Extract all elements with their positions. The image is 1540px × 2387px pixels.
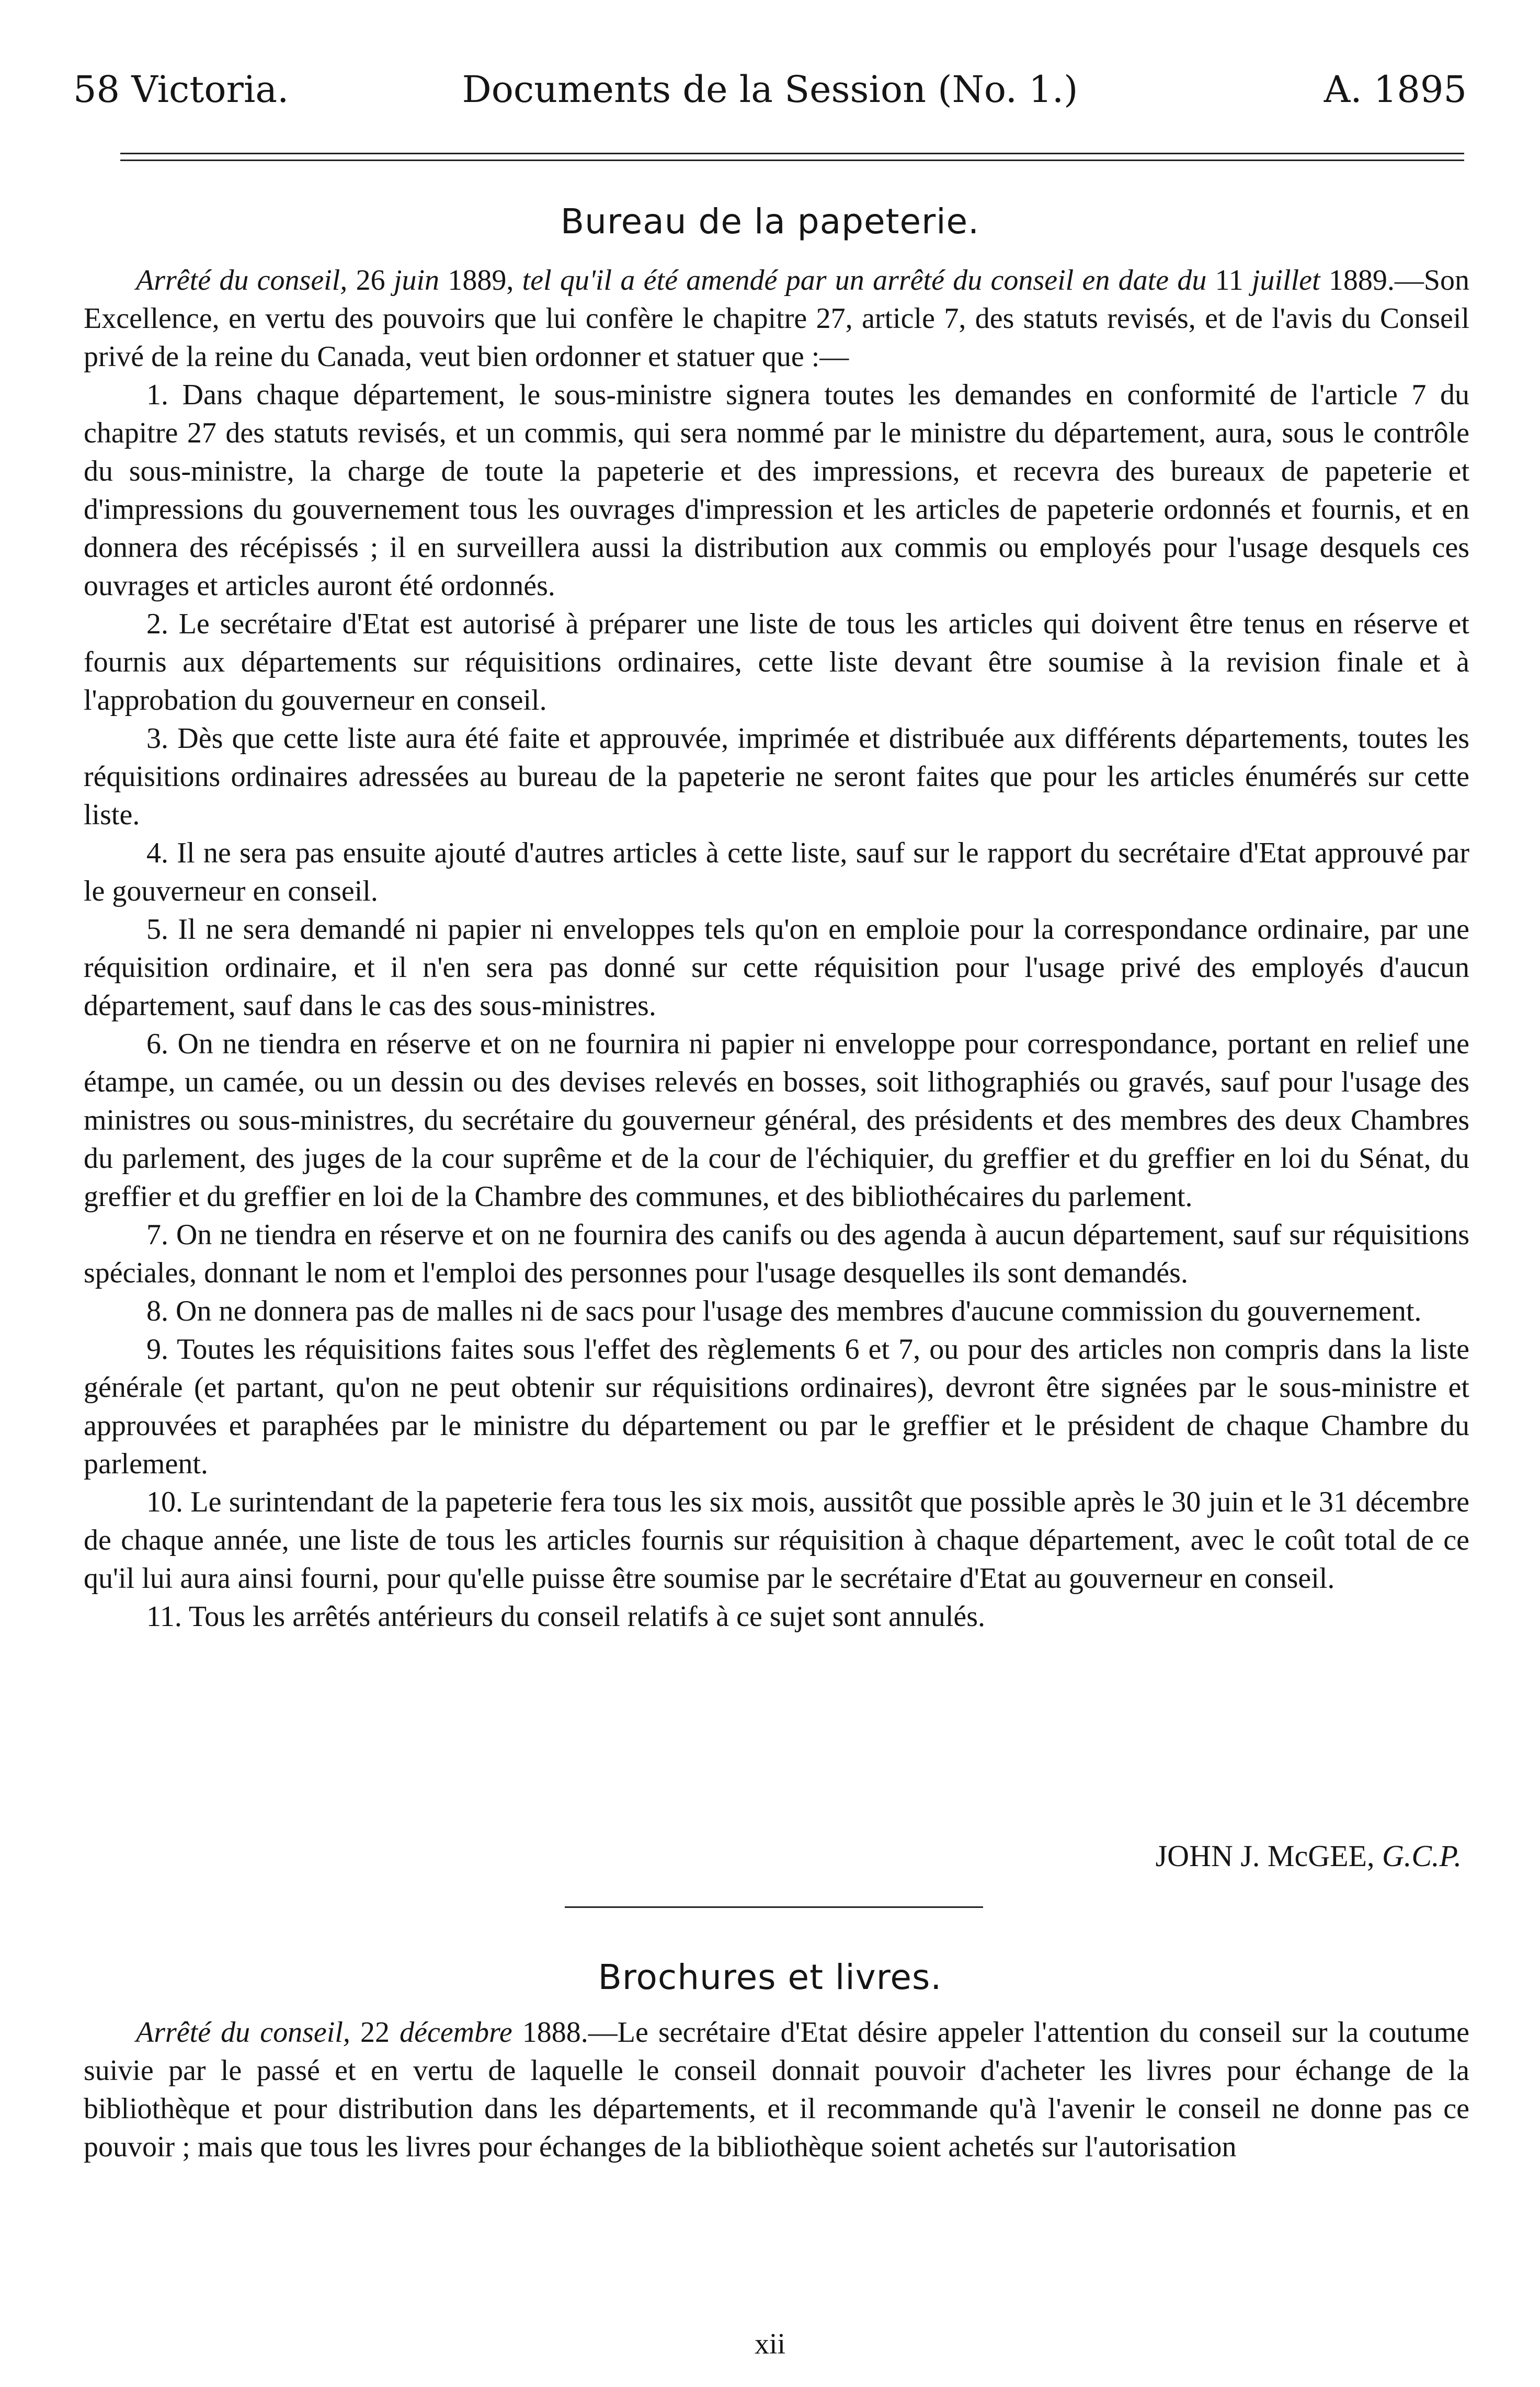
section-title-papeterie: Bureau de la papeterie. [560,201,980,242]
signature-name: JOHN J. McGEE, [1155,1839,1382,1873]
intro-amendment: tel qu'il a été amendé par un arrêté du conseil en date du [522,264,1207,297]
intro-italic-arrete: Arrêté du conseil, [136,2016,350,2049]
section-title-brochures: Brochures et livres. [598,1957,942,1997]
section-intro-paragraph [84,262,1469,376]
header-year: A. 1895 [1324,68,1467,111]
article-paragraph: 8. On ne donnera pas de malles ni de sacs pour l'usage des membres d'aucune commission du gouvernement. [146,1295,1422,1327]
intro-day: 26 [347,264,394,297]
intro-italic-arrete: Arrêté du conseil, [136,264,348,297]
page-header [73,68,1467,126]
intro-day-2: 11 [1206,264,1252,297]
section-divider-rule [565,1906,983,1908]
header-session-label: 58 Victoria. [73,68,289,111]
section-intro-paragraph [84,2014,1469,2166]
article-paragraph: 11. Tous les arrêtés antérieurs du conseil relatifs à ce sujet sont annulés. [146,1600,986,1633]
page-number: xii [754,2328,786,2360]
header-document-title: Documents de la Session (No. 1.) [462,68,1078,111]
article-paragraph: 3. Dès que cette liste aura été faite et approuvée, imprimée et distribuée aux différents départements, toutes les réquisitions ordinaires adressées au bureau de la papeterie ne seront faites que pour les articles énumérés sur cette liste. [84,722,1469,831]
intro-month-2: juillet [1251,264,1320,297]
section-body-brochures [84,2014,1469,2166]
article-paragraph: 4. Il ne sera pas ensuite ajouté d'autres articles à cette liste, sauf sur le rapport du secrétaire d'Etat approuvé par le gouverneur en conseil. [84,837,1469,907]
intro-text: 1889.—Son Excellence, en vertu des pouvoirs que lui confère le chapitre 27, article 7, des statuts revisés, et de l'avis du Conseil privé de la reine du Canada, veut bien ordonner et statuer que :— [84,264,1470,373]
article-paragraph: 6. On ne tiendra en réserve et on ne fournira ni papier ni enveloppe pour correspondance, portant en relief une étampe, un camée, ou un dessin ou des devises relevés en bosses, soit lithographiés ou gravés, sauf pour l'usage des ministres ou sous-ministres, du secrétaire du gouverneur général, des présidents et des membres des deux Chambres du parlement, des juges de la cour suprême et de la cour de l'échiquier, du greffier et du greffier en loi du Sénat, du greffier et du greffier en loi de la Chambre des communes, et des bibliothécaires du parlement. [84,1028,1469,1213]
article-paragraph: 9. Toutes les réquisitions faites sous l'effet des règlements 6 et 7, ou pour des articles non compris dans la liste générale (et partant, qu'on ne peut obtenir sur réquisitions ordinaires), devront être signées par le sous-ministre et approuvées et paraphées par le ministre du département ou par le greffier et le président de chaque Chambre du parlement. [84,1333,1469,1480]
signature-line [1156,1838,1462,1873]
header-double-rule [120,153,1464,161]
article-paragraph: 7. On ne tiendra en réserve et on ne fournira des canifs ou des agenda à aucun département, sauf sur réquisitions spéciales, donnant le nom et l'emploi des personnes pour l'usage desquelles ils sont demandés. [84,1219,1469,1289]
intro-month: juin [393,264,440,297]
article-paragraph: 10. Le surintendant de la papeterie fera tous les six mois, aussitôt que possible après le 30 juin et le 31 décembre de chaque année, une liste de tous les articles fournis sur réquisition à chaque département, avec le coût total de ce qu'il lui aura ainsi fourni, pour qu'elle puisse être soumise par le secrétaire d'Etat au gouverneur en conseil. [84,1486,1469,1595]
intro-day: 22 [350,2016,400,2049]
intro-month: décembre [400,2016,512,2049]
intro-year: 1889, [439,264,522,297]
article-paragraph: 5. Il ne sera demandé ni papier ni enveloppes tels qu'on en emploie pour la correspondance ordinaire, par une réquisition ordinaire, et il n'en sera pas donné sur cette réquisition pour l'usage privé des employés d'aucun département, sauf dans le cas des sous-ministres. [84,913,1469,1022]
article-paragraph: 2. Le secrétaire d'Etat est autorisé à préparer une liste de tous les articles qui doivent être tenus en réserve et fournis aux départements sur réquisitions ordinaires, cette liste devant être soumise à la revision finale et à l'approbation du gouverneur en conseil. [84,608,1469,717]
section-body-papeterie [84,262,1469,1636]
intro-text: 1888.—Le secrétaire d'Etat désire appeler l'attention du conseil sur la coutume suivie par le passé et en vertu de laquelle le conseil donnait pouvoir d'acheter les livres pour échange de la bibliothèque et pour distribution dans les départements, et il recommande qu'à l'avenir le conseil ne donne pas ce pouvoir ; mais que tous les livres pour échanges de la bibliothèque soient achetés sur l'autorisation [84,2016,1470,2163]
signature-title: G.C.P. [1382,1839,1462,1873]
article-paragraph: 1. Dans chaque département, le sous-ministre signera toutes les demandes en conformité de l'article 7 du chapitre 27 des statuts revisés, et un commis, qui sera nommé par le ministre du département, aura, sous le contrôle du sous-ministre, la charge de toute la papeterie et des impressions, et recevra des bureaux de papeterie et d'impressions du gouvernement tous les ouvrages d'impression et les articles de papeterie ordonnés et fournis, et en donnera des récépissés ; il en surveillera aussi la distribution aux commis ou employés pour l'usage desquels ces ouvrages et articles auront été ordonnés. [84,379,1469,602]
